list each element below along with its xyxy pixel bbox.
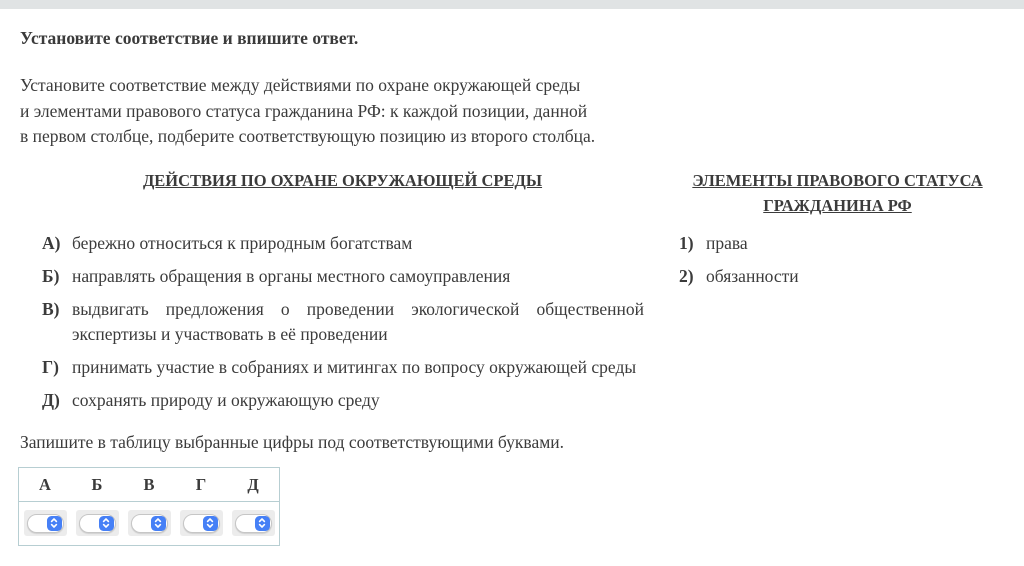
list-item-d: [42, 388, 665, 413]
intro-line: и элементами правового статуса гражданина РФ: к каждой позиции, данной: [20, 100, 588, 121]
intro-line: Установите соответствие между действиями по охране окружающей среды: [20, 75, 581, 95]
up-down-chevrons-icon: [99, 516, 114, 531]
answer-header-d: Д: [247, 474, 259, 494]
right-column-header-line1: ЭЛЕМЕНТЫ ПРАВОВОГО СТАТУСА: [692, 170, 983, 190]
answer-select-d[interactable]: [232, 510, 275, 536]
intro-paragraph: [20, 73, 1010, 150]
answer-instruction: Запишите в таблицу выбранные цифры под соответствующими буквами.: [20, 431, 565, 452]
list-item-1: [679, 231, 1010, 256]
answer-cell-a: [19, 510, 71, 536]
matching-section: [20, 168, 1010, 421]
intro-line: в первом столбце, подберите соответствующую позицию из второго столбца.: [20, 126, 596, 146]
up-down-chevrons-icon: [47, 516, 62, 531]
answer-cell-d: [227, 510, 279, 536]
answer-cell-b: [71, 510, 123, 536]
answer-select-b[interactable]: [76, 510, 119, 536]
top-bar: [0, 0, 1024, 9]
left-column-header-text: ДЕЙСТВИЯ ПО ОХРАНЕ ОКРУЖАЮЩЕЙ СРЕДЫ: [142, 170, 543, 190]
right-column-header: [665, 168, 1010, 218]
item-text: бережно относиться к природным богатствам: [72, 232, 413, 253]
list-item-g: [42, 355, 665, 380]
answer-header-g: Г: [195, 474, 207, 494]
item-label: В): [42, 298, 60, 319]
up-down-chevrons-icon: [151, 516, 166, 531]
answer-select-v[interactable]: [128, 510, 171, 536]
answer-header-b: Б: [91, 474, 103, 494]
item-label: Д): [42, 389, 60, 410]
item-text: выдвигать предложения о проведении экологической общественной экспертизы и участвовать в её проведении: [72, 298, 644, 344]
left-column-header: [20, 168, 665, 218]
list-item-2: [679, 264, 1010, 289]
left-items-list: [20, 218, 665, 421]
item-text: обязанности: [706, 265, 799, 286]
item-label: Г): [42, 356, 59, 377]
item-text: права: [706, 232, 748, 253]
answer-table: [18, 467, 280, 546]
item-text: сохранять природу и окружающую среду: [72, 389, 380, 410]
item-label: Б): [42, 265, 60, 286]
item-label: 2): [679, 265, 694, 286]
up-down-chevrons-icon: [255, 516, 270, 531]
answer-select-a[interactable]: [24, 510, 67, 536]
list-item-b: [42, 264, 665, 289]
list-item-v: [42, 297, 665, 347]
answer-cell-v: [123, 510, 175, 536]
list-item-a: [42, 231, 665, 256]
right-items-list: [665, 218, 1010, 421]
question-page: [0, 9, 1024, 546]
item-text: направлять обращения в органы местного самоуправления: [72, 265, 511, 286]
item-label: 1): [679, 232, 694, 253]
answer-cell-g: [175, 510, 227, 536]
page-title: Установите соответствие и впишите ответ.: [20, 28, 359, 48]
right-column-header-line2: ГРАЖДАНИНА РФ: [763, 195, 912, 215]
answer-header-a: А: [39, 474, 51, 494]
answer-select-g[interactable]: [180, 510, 223, 536]
item-label: А): [42, 232, 61, 253]
answer-table-header: [19, 468, 279, 502]
up-down-chevrons-icon: [203, 516, 218, 531]
answer-header-v: В: [143, 474, 155, 494]
item-text: принимать участие в собраниях и митингах по вопросу окружающей среды: [72, 356, 637, 377]
answer-table-selects-row: [19, 502, 279, 545]
